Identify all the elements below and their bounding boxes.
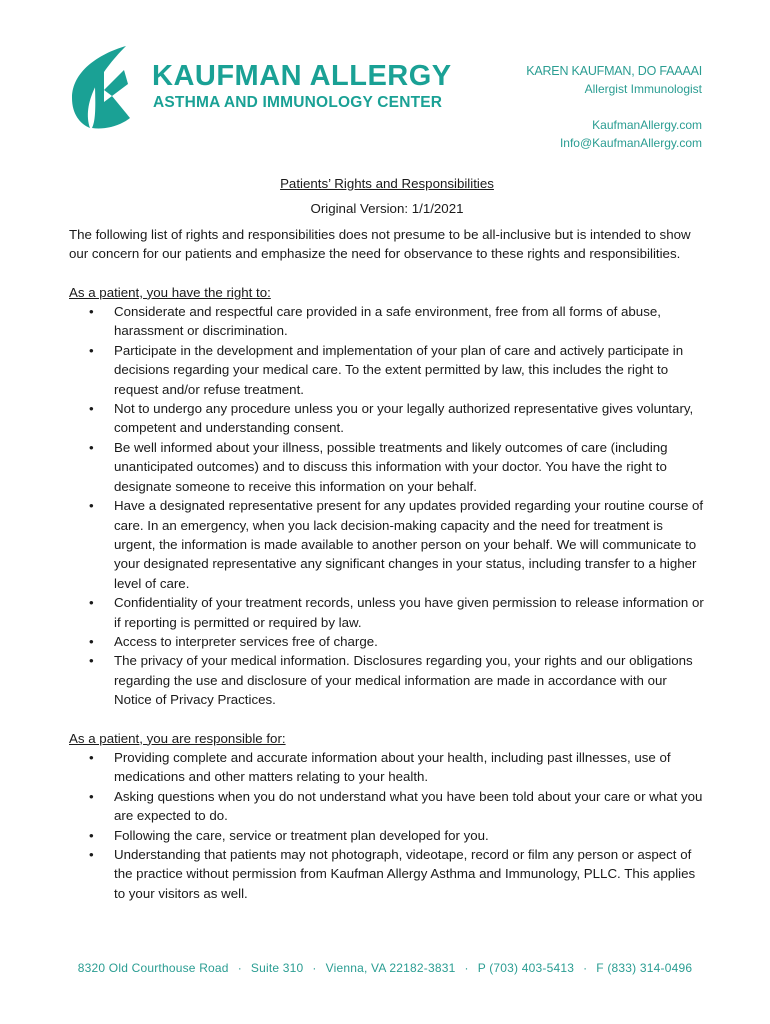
bullet-icon: • (89, 653, 94, 669)
list-item: • Understanding that patients may not photograph, videotape, record or film any person or aspect of the practice without permission from Kaufman Allergy Asthma and Immunology, PLLC. This applies to your visitors as well. (89, 847, 696, 901)
list-item: • Be well informed about your illness, possible treatments and likely outcomes of care (including unanticipated outcomes) and to discuss this information with your doctor. You have the right to designate someone to receive this information on your behalf. (89, 439, 668, 494)
bullet-icon: • (89, 401, 94, 417)
separator: · (583, 961, 588, 975)
physician-name: KAREN KAUFMAN, DO FAAAAI (526, 64, 702, 78)
footer-phone: P (703) 403-5413 (477, 961, 575, 975)
list-item: • Providing complete and accurate information about your health, including past illnesses, use of medications and other matters relating to your health. (89, 749, 671, 785)
bullet-icon: • (89, 304, 94, 320)
bullet-icon: • (89, 847, 94, 862)
footer-city: Vienna, VA 22182-3831 (325, 961, 456, 975)
responsibilities-heading: As a patient, you are responsible for: (69, 730, 286, 746)
footer-suite: Suite 310 (250, 961, 304, 975)
bullet-icon: • (89, 439, 94, 455)
list-item: • Access to interpreter services free of charge. (69, 632, 705, 651)
intro-paragraph: The following list of rights and responsibilities does not presume to be all-inclusive but is intended to show our concern for our patients and emphasize the need for observance to these rights and responsibilities. (69, 226, 691, 262)
document-title: Patients’ Rights and Responsibilities (280, 176, 494, 191)
list-item: • Considerate and respectful care provided in a safe environment, free from all forms of abuse, harassment or discrimination. (89, 304, 661, 339)
physician-title: Allergist Immunologist (584, 82, 702, 96)
rights-list (69, 302, 705, 710)
bullet-icon: • (89, 498, 94, 514)
bullet-icon: • (89, 633, 94, 649)
bullet-icon: • (89, 595, 94, 611)
separator: · (464, 961, 469, 975)
rights-heading: As a patient, you have the right to: (69, 284, 271, 300)
bullet-icon: • (89, 788, 94, 804)
brand-name: KAUFMAN ALLERGY (152, 60, 452, 92)
list-item: • The privacy of your medical information. Disclosures regarding you, your rights and our obligations regarding the use and disclosure of your medical information are made in accordance with our Notice of Privacy Practices. (89, 653, 693, 708)
brand-subtitle: ASTHMA AND IMMUNOLOGY CENTER (153, 94, 443, 111)
leaf-k-logo-icon (68, 44, 132, 130)
list-item: • Confidentiality of your treatment records, unless you have given permission to release information or if reporting is permitted or required by law. (89, 595, 704, 630)
separator: · (237, 961, 242, 975)
responsibilities-list (69, 748, 705, 903)
list-item: • Asking questions when you do not understand what you have been told about your care or what you are expected to do. (89, 788, 703, 824)
list-item: • Participate in the development and implementation of your plan of care and actively participate in decisions regarding your medical care. To the extent permitted by law, this includes the right to request and/or refuse treatment. (89, 342, 684, 397)
document-body (69, 174, 705, 903)
letterhead (0, 0, 770, 160)
bullet-icon: • (89, 749, 94, 765)
logo (68, 44, 468, 134)
document-version: Original Version: 1/1/2021 (310, 201, 464, 217)
footer-address-bar (0, 961, 770, 975)
website-link[interactable]: KaufmanAllergy.com (592, 118, 702, 132)
contact-block (526, 62, 702, 152)
list-item: • Not to undergo any procedure unless you or your legally authorized representative gives voluntary, competent and understanding consent. (89, 401, 694, 436)
footer-fax: F (833) 314-0496 (596, 961, 693, 975)
email-link[interactable]: Info@KaufmanAllergy.com (559, 136, 702, 150)
list-item: • Have a designated representative present for any updates provided regarding your routine course of care. In an emergency, when you lack decision-making capacity and the need for treatment is urgent, the information is made available to another person on your behalf. We will communicate to your designated representative any significant changes in your status, including transfer to a higher level of care. (89, 498, 704, 591)
footer-address: 8320 Old Courthouse Road (77, 961, 229, 975)
bullet-icon: • (89, 342, 94, 358)
list-item: • Following the care, service or treatment plan developed for you. (69, 826, 705, 845)
separator: · (312, 961, 317, 975)
bullet-icon: • (89, 827, 94, 843)
